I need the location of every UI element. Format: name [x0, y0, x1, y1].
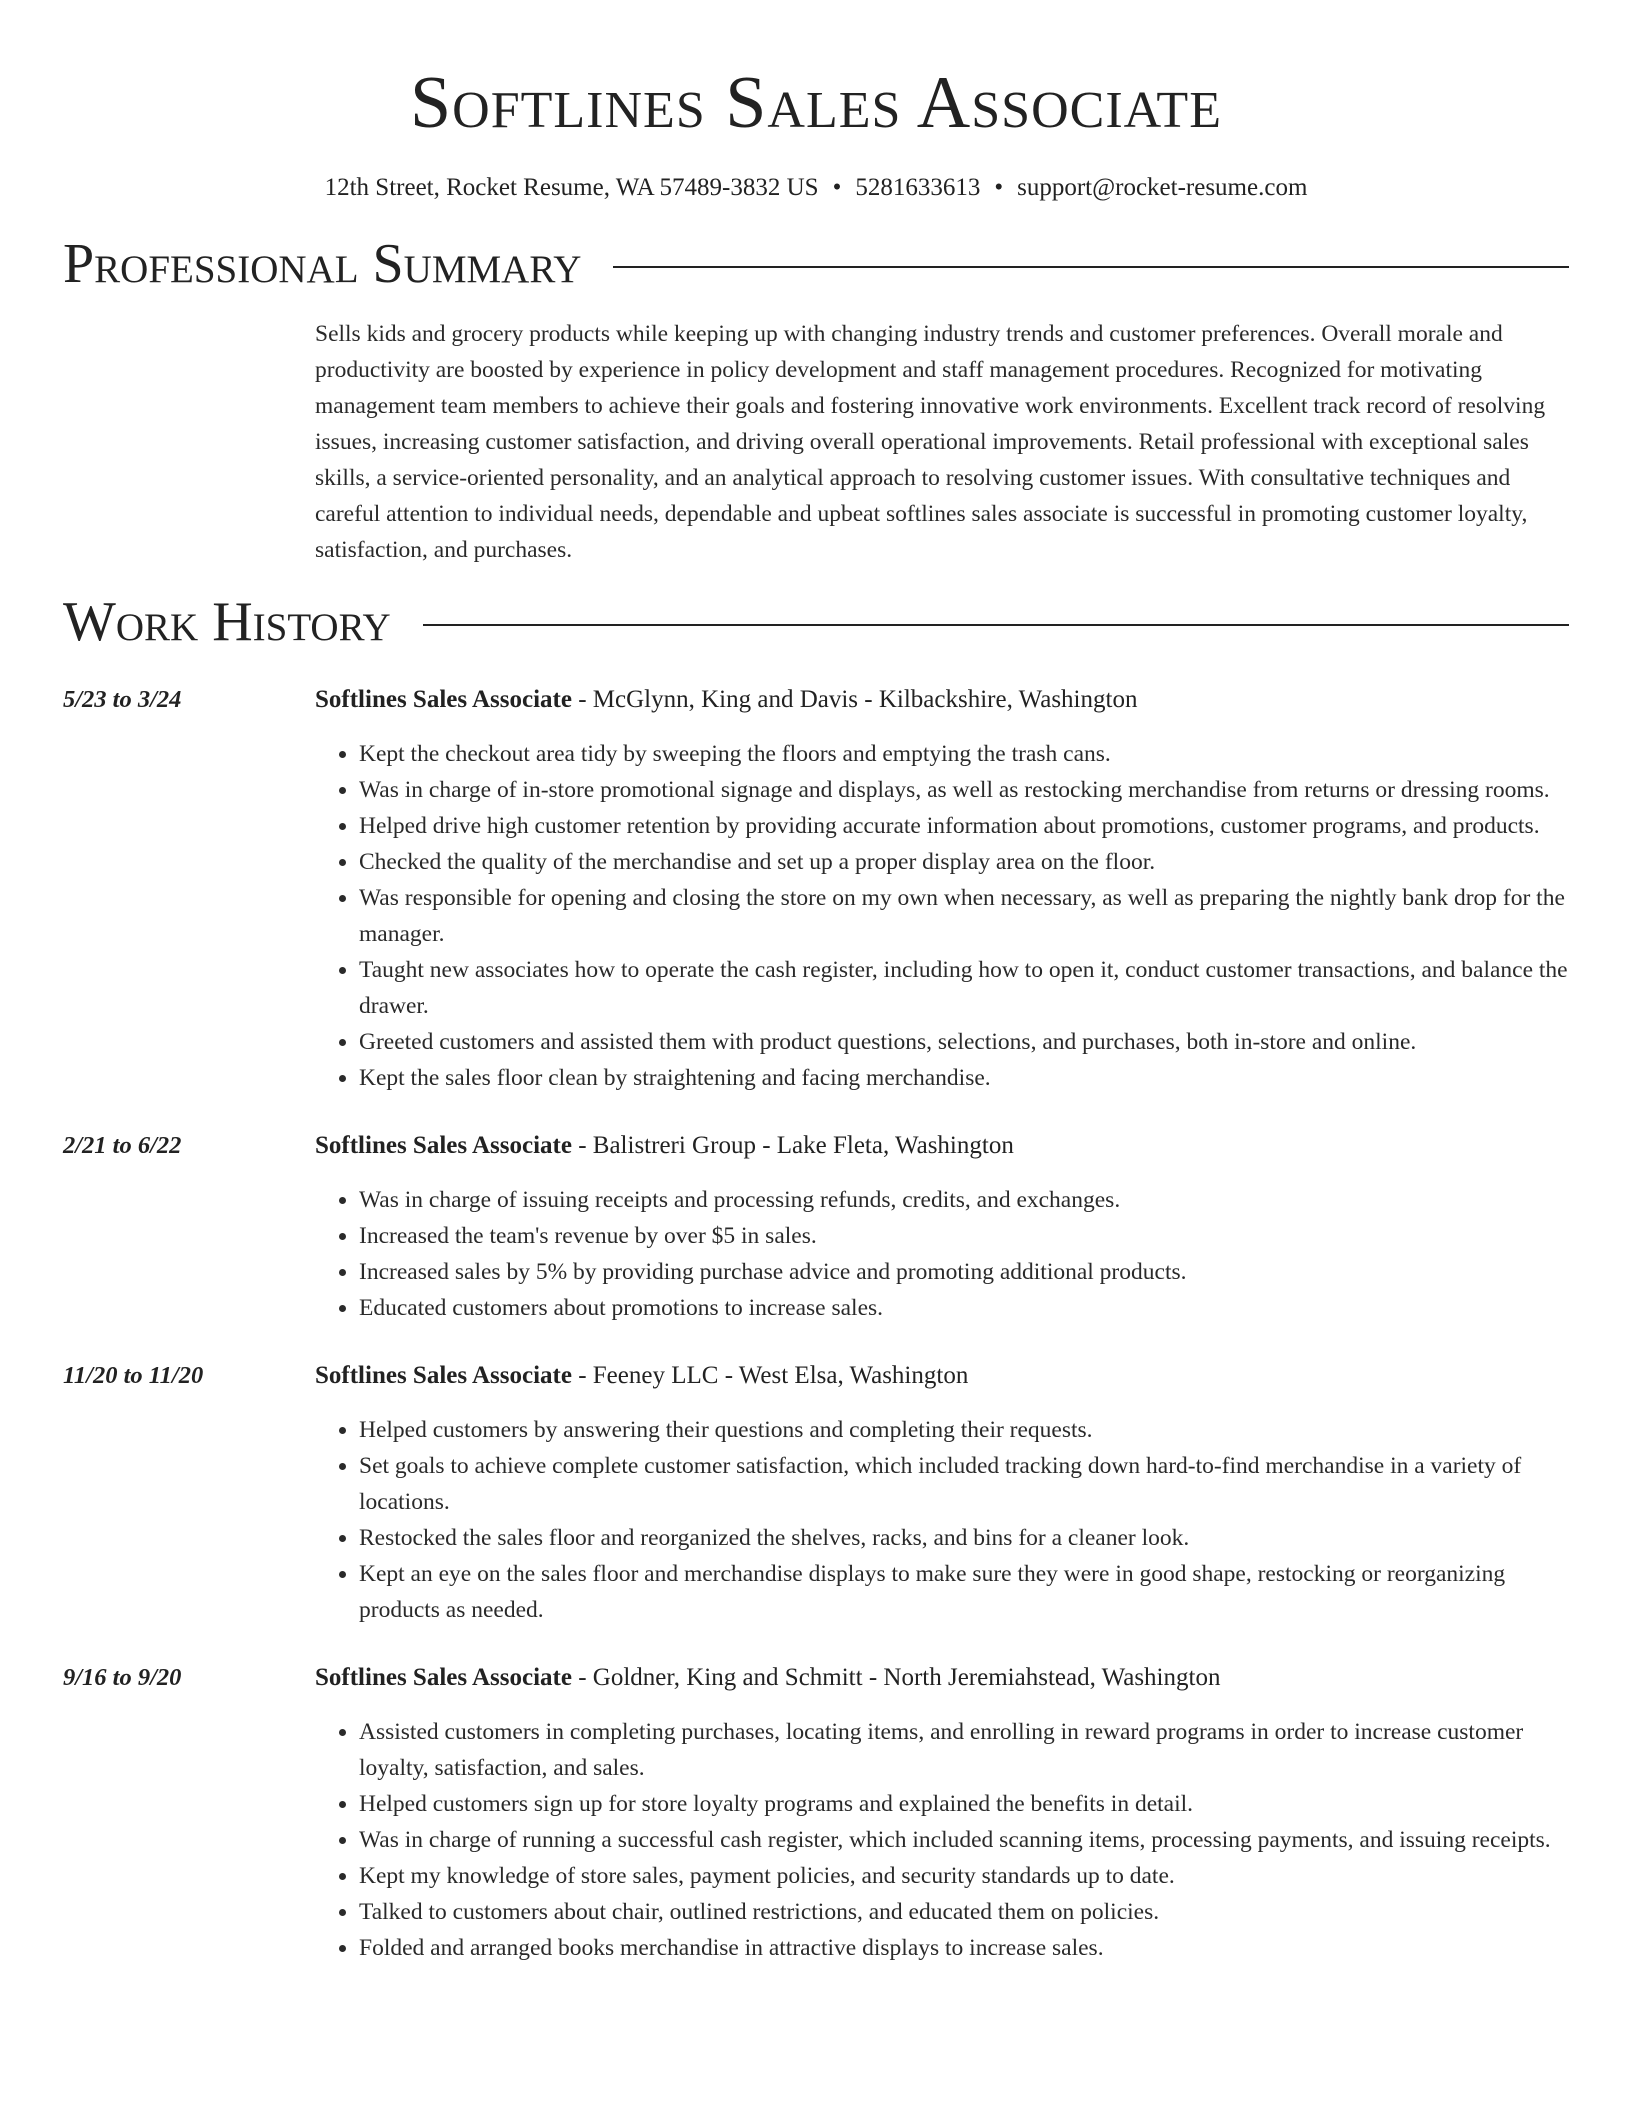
duty-item: • Kept the sales floor clean by straightening and facing merchandise. [359, 1060, 1569, 1096]
contact-address: 12th Street, Rocket Resume, WA 57489-3832 US [324, 174, 819, 201]
job-employer-location: - Goldner, King and Schmitt - North Jeremiahstead, Washington [571, 1664, 1221, 1691]
duty-item: • Increased sales by 5% by providing purchase advice and promoting additional products. [359, 1254, 1569, 1290]
job-heading [315, 682, 1569, 718]
work-section-header [63, 590, 1569, 654]
duty-item: • Helped customers sign up for store loyalty programs and explained the benefits in detail. [359, 1786, 1569, 1822]
duty-item: • Taught new associates how to operate the cash register, including how to open it, conduct customer transactions, and balance the drawer. [359, 952, 1569, 1024]
job-employer-location: - Balistreri Group - Lake Fleta, Washington [571, 1132, 1014, 1159]
duty-item: • Assisted customers in completing purchases, locating items, and enrolling in reward programs in order to increase customer loyalty, satisfaction, and sales. [359, 1714, 1569, 1786]
duty-item: • Helped drive high customer retention by providing accurate information about promotions, customer programs, and products. [359, 808, 1569, 844]
duty-item: • Folded and arranged books merchandise in attractive displays to increase sales. [359, 1930, 1569, 1966]
section-title-work-history: Work History [63, 591, 391, 653]
summary-section-header [63, 232, 1569, 296]
duty-item: • Helped customers by answering their questions and completing their requests. [359, 1412, 1569, 1448]
job-entry [63, 682, 1569, 1096]
job-role: Softlines Sales Associate [315, 1362, 572, 1389]
job-role: Softlines Sales Associate [315, 686, 572, 713]
section-divider [613, 266, 1569, 268]
job-heading [315, 1660, 1569, 1696]
section-title-summary: Professional Summary [63, 233, 582, 295]
job-duties [315, 1714, 1569, 1966]
job-dates: 5/23 to 3/24 [63, 686, 182, 713]
duty-item: • Was in charge of in-store promotional signage and displays, as well as restocking merchandise from returns or dressing rooms. [359, 772, 1569, 808]
job-duties [315, 1412, 1569, 1628]
candidate-name: Softlines Sales Associate [410, 62, 1222, 144]
duty-item: • Restocked the sales floor and reorganized the shelves, racks, and bins for a cleaner look. [359, 1520, 1569, 1556]
duty-item: • Was responsible for opening and closing the store on my own when necessary, as well as preparing the nightly bank drop for the manager. [359, 880, 1569, 952]
duty-item: • Was in charge of running a successful cash register, which included scanning items, processing payments, and issuing receipts. [359, 1822, 1569, 1858]
job-heading [315, 1358, 1569, 1394]
job-duties [315, 1182, 1569, 1326]
job-entry [63, 1358, 1569, 1628]
duty-item: • Kept my knowledge of store sales, payment policies, and security standards up to date. [359, 1858, 1569, 1894]
summary-text: Sells kids and grocery products while keeping up with changing industry trends and customer preferences. Overall morale and productivity are boosted by experience in policy development and staff management procedures. Recognized for motivating management team members to achieve their goals and fostering innovative work environments. Excellent track record of resolving issues, increasing customer satisfaction, and driving overall operational improvements. Retail professional with exceptional sales skills, a service-oriented personality, and an analytical approach to resolving customer issues. With consultative techniques and careful attention to individual needs, dependable and upbeat softlines sales associate is successful in promoting customer loyalty, satisfaction, and purchases. [315, 321, 1546, 563]
duty-item: • Checked the quality of the merchandise and set up a proper display area on the floor. [359, 844, 1569, 880]
duty-item: • Talked to customers about chair, outlined restrictions, and educated them on policies. [359, 1894, 1569, 1930]
duty-item: • Greeted customers and assisted them with product questions, selections, and purchases, both in-store and online. [359, 1024, 1569, 1060]
job-heading [315, 1128, 1569, 1164]
section-divider [423, 624, 1569, 626]
job-duties [315, 736, 1569, 1096]
contact-separator: • [994, 174, 1004, 201]
job-dates: 11/20 to 11/20 [63, 1362, 204, 1389]
job-employer-location: - McGlynn, King and Davis - Kilbackshire, Washington [571, 686, 1138, 713]
job-dates: 2/21 to 6/22 [63, 1132, 182, 1159]
job-entry [63, 1660, 1569, 1966]
contact-line [0, 172, 1632, 204]
job-role: Softlines Sales Associate [315, 1664, 572, 1691]
contact-email: support@rocket-resume.com [1017, 174, 1308, 201]
work-history-list [0, 682, 1632, 1966]
duty-item: • Kept an eye on the sales floor and merchandise displays to make sure they were in good shape, restocking or reorganizing products as needed. [359, 1556, 1569, 1628]
duty-item: • Kept the checkout area tidy by sweeping the floors and emptying the trash cans. [359, 736, 1569, 772]
job-role: Softlines Sales Associate [315, 1132, 572, 1159]
contact-phone: 5281633613 [855, 174, 981, 201]
contact-separator: • [832, 174, 842, 201]
duty-item: • Increased the team's revenue by over $5 in sales. [359, 1218, 1569, 1254]
duty-item: • Was in charge of issuing receipts and processing refunds, credits, and exchanges. [359, 1182, 1569, 1218]
job-employer-location: - Feeney LLC - West Elsa, Washington [571, 1362, 969, 1389]
job-dates: 9/16 to 9/20 [63, 1664, 182, 1691]
job-entry [63, 1128, 1569, 1326]
resume-header [0, 0, 1632, 204]
duty-item: • Set goals to achieve complete customer satisfaction, which included tracking down hard-to-find merchandise in a variety of locations. [359, 1448, 1569, 1520]
duty-item: • Educated customers about promotions to increase sales. [359, 1290, 1569, 1326]
